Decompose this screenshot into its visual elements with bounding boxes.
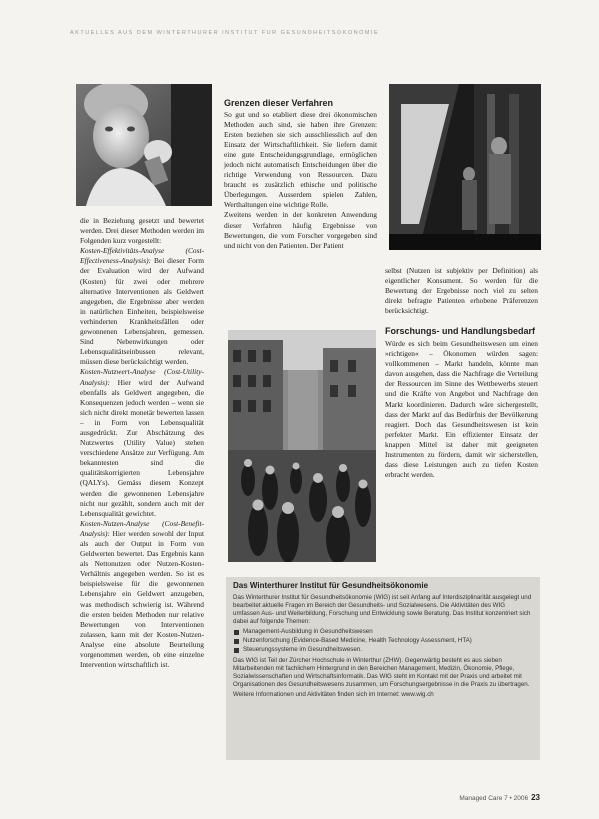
method-text: Bei dieser Form der Evaluation wird der Aufwand (Kosten) für zwei oder mehrere alternative Interventionen als Geldwert angegeben, die Ergebnisse aber werden in natürlichen Einheiten, beispielsweise verhinderten Krankheitsfällen oder gewonnenen Lebensjahren, gemessen. Sind Nebenwirkungen oder Lebensqualitätseinbussen relevant, müssen diese berücksichtigt werden. [80,256,204,367]
limits-continued-paragraph: selbst (Nutzen ist subjektiv per Definition) als eigentlicher Konsument. So werden für die Bewertung der Ergebnisse noch viel zu selten direkt befragte Patienten erhobene Präferenzen berücksichtigt. [385,266,538,316]
method-text: Hier werden sowohl der Input als auch der Output in Form von Geldwerten bewertet. Das Ergebnis kann als Nettonutzen oder Nutzen-Kosten-Verhältnis angegeben werden. So ist es beispielsweise für die gewonnenen Lebensjahre ein Geldwert anzugeben, was methodisch schwierig ist. Während die ersten beiden Methoden nur relative Bewertungen von Interventionen zulassen, kann mit der Kosten-Nutzen-Analyse eine absolute Beurteilung vorgenommen werden, ob eine einzelne Intervention wirtschaftlich ist. [80,528,204,670]
publication-name: Managed Care 7 • 2006 [459,795,529,802]
info-box-title: Das Winterthurer Institut für Gesundheitsökonomie [233,581,429,590]
institute-info-box [226,577,540,760]
intro-paragraph: die in Beziehung gesetzt und bewertet werden. Drei dieser Methoden werden im Folgenden kurz vorgestellt: [80,216,204,246]
list-item: Management-Ausbildung in Gesundheitswesen [233,628,533,636]
info-box-more-info: Weitere Informationen und Aktivitäten finden sich im Internet: www.wig.ch [233,691,434,698]
method-text: Hier wird der Aufwand ebenfalls als Geldwert angegeben, die Konsequenzen jedoch werden – wenn sie sich nicht direkt monetär bewerten lassen – in Form von Lebensqualität ausgedrückt. Zur Abschätzung des Nutzwertes (Utility Value) stehen verschiedene Ansätze zur Verfügung. Am bekanntesten sind die qualitätskorrigierten Lebensjahre (QALYs). Gemäss diesem Konzept werden die gewonnenen Lebensjahre nicht nur gezählt, sondern auch mit der Lebensqualität gewichtet. [80,377,204,518]
section-heading-research: Forschungs- und Handlungsbedarf [385,326,535,337]
page-number: 23 [531,793,540,802]
method-name: Kosten-Nutzen-Analyse (Cost-Benefit-Analysis): [80,518,204,538]
list-item: Steuerungssysteme im Gesundheitswesen. [233,646,533,654]
limits-paragraph-1: So gut und so etabliert diese drei ökonomischen Methoden auch sind, sie haben ihre Grenzen: Ersten beziehen sie sich ausschliesslich auf den Einsatz der Wirtschaftlichkeit. Sie liefern damit eine gute Entscheidungsgrundlage, ermöglichen jedoch nicht automatisch Entscheidungen über die richtige Verwendung von Ressourcen. Dazu braucht es zusätzlich ethische und politische Überlegungen. Ausserdem spielen Zahlen, Werthaltungen eine wichtige Rolle. [224,109,377,210]
section-heading-limits: Grenzen dieser Verfahren [224,98,334,108]
method-cost-effectiveness [80,246,204,367]
station-photo [389,84,541,250]
street-photo [228,330,376,562]
column-right [385,266,538,480]
research-paragraph: Würde es sich beim Gesundheitswesen um einen »richtigen« – Ökonomen würden sagen: vollkommenen – Markt handeln, könnte man davon ausgehen, dass die Nachfrage die Verteilung der Ressourcen im Sinne des Wettbewerbs steuert und die Kräfte von Angebot und Nachfrage den Markt koordinieren. Dadurch wäre sichergestellt, dass der Markt auf das Bedürfnis der Bevölkerung reagiert. Doch das Gesundheitswesen ist kein perfekter Markt. Ein effizienter Einsatz der knappen Mittel ist daher mit geeigneten Instrumenten zu fördern, damit wir sicherstellen, dass diese Leistungen auch zu tiefen Kosten erbracht werden. [385,338,538,480]
info-box-about: Das WIG ist Teil der Zürcher Hochschule in Winterthur (ZHW). Gegenwärtig besteht es aus sieben Mitarbeitenden mit fachlichem Hintergrund in den Bereichen Management, Medizin, Ökonomie, Pflege, Sozialwissenschaften und Wirtschaftsinformatik. Das WIG steht im Kontakt mit der Praxis und arbeitet mit Organisationen des Gesundheitswesens zusammen, um Forschungsergebnisse in die Praxis zu übertragen. [233,657,530,688]
info-box-topic-list [233,628,533,654]
method-cost-benefit [80,519,204,670]
page-footer [420,793,540,802]
column-middle [224,98,377,251]
child-photo [76,84,212,206]
running-header: AKTUELLES AUS DEM WINTERTHURER INSTITUT FÜR GESUNDHEITSÖKONOMIE [70,30,380,36]
method-cost-utility [80,367,204,518]
list-item: Nutzenforschung (Evidence-Based Medicine, Health Technology Assessment, HTA) [233,637,533,645]
limits-paragraph-2: Zweitens werden in der konkreten Anwendung dieser Verfahren häufig Ergebnisse von Bewertungen, die vom Forscher vorgegeben sind und nicht von den Patienten. Der Patient [224,210,377,250]
info-box-intro: Das Winterthurer Institut für Gesundheitsökonomie (WIG) ist seit Anfang auf Interdisziplinarität ausgelegt und bearbeitet aktuelle Fragen im Bereich der Gesundheits- und Sozialwesens. Die Aktivitäten des WIG umfassen Aus- und Weiterbildung, Forschung und Entwicklung sowie Beratung. Das Institut konzentriert sich dabei auf folgende Themen: [233,594,532,625]
column-left [80,216,204,670]
method-name: Kosten-Nutzwert-Analyse (Cost-Utility-Analysis): [80,367,204,387]
method-name: Kosten-Effektivitäts-Analyse (Cost-Effectiveness-Analysis): [80,246,204,266]
